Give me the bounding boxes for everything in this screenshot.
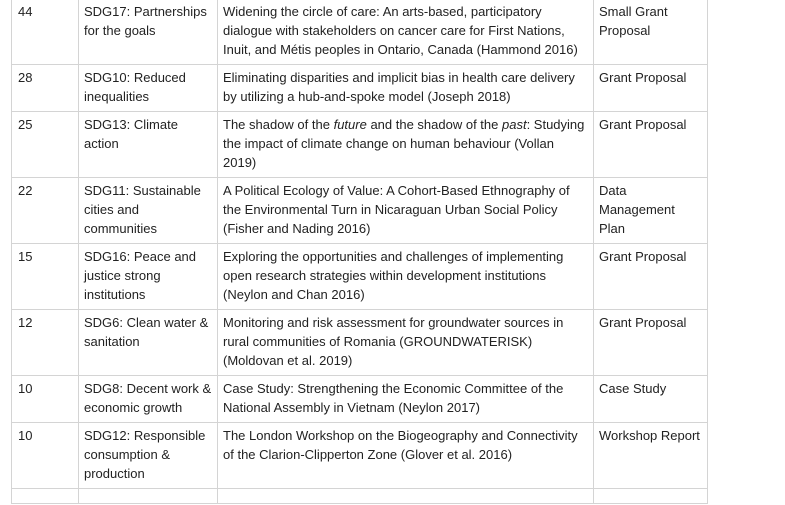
sdg-cell: SDG10: Reduced inequalities xyxy=(79,65,218,112)
project-text: The London Workshop on the Biogeography and Connectivity of the Clarion-Clipperton Zone (Glover et al. 2016) xyxy=(223,428,578,462)
project-text: Widening the circle of care: An arts-based, participatory dialogue with stakeholders on cancer care for First Nations, Inuit, and Métis peoples in Ontario, Canada (Hammond 2016) xyxy=(223,4,578,57)
table-row xyxy=(12,112,708,178)
type-cell: Workshop Report xyxy=(594,423,708,489)
type-cell: Grant Proposal xyxy=(594,65,708,112)
count-cell: 44 xyxy=(12,0,79,65)
project-emphasis: past xyxy=(501,117,527,132)
table-row-partial xyxy=(12,489,708,504)
count-cell: 10 xyxy=(12,376,79,423)
project-cell xyxy=(218,65,594,112)
type-cell: Grant Proposal xyxy=(594,112,708,178)
empty-cell xyxy=(12,489,79,504)
project-cell xyxy=(218,0,594,65)
table-row xyxy=(12,0,708,65)
project-cell xyxy=(218,423,594,489)
sdg-cell: SDG13: Climate action xyxy=(79,112,218,178)
type-cell: Grant Proposal xyxy=(594,310,708,376)
empty-cell xyxy=(79,489,218,504)
table-row xyxy=(12,65,708,112)
sdg-cell: SDG17: Partnerships for the goals xyxy=(79,0,218,65)
empty-cell xyxy=(218,489,594,504)
sdg-cell: SDG16: Peace and justice strong institutions xyxy=(79,244,218,310)
count-cell: 22 xyxy=(12,178,79,244)
sdg-table xyxy=(11,0,708,504)
project-text: Eliminating disparities and implicit bias in health care delivery by utilizing a hub-and-spoke model (Joseph 2018) xyxy=(223,70,575,104)
sdg-cell: SDG11: Sustainable cities and communities xyxy=(79,178,218,244)
project-cell xyxy=(218,112,594,178)
project-text: Case Study: Strengthening the Economic Committee of the National Assembly in Vietnam (Neylon 2017) xyxy=(223,381,564,415)
type-cell: Small Grant Proposal xyxy=(594,0,708,65)
sdg-cell: SDG8: Decent work & economic growth xyxy=(79,376,218,423)
empty-cell xyxy=(594,489,708,504)
type-cell: Data Management Plan xyxy=(594,178,708,244)
count-cell: 25 xyxy=(12,112,79,178)
table-row xyxy=(12,178,708,244)
project-cell xyxy=(218,178,594,244)
sdg-cell: SDG6: Clean water & sanitation xyxy=(79,310,218,376)
project-text: : Studying the impact of climate change on human behaviour (Vollan 2019) xyxy=(223,117,585,170)
table-row xyxy=(12,244,708,310)
table-row xyxy=(12,310,708,376)
project-cell xyxy=(218,310,594,376)
project-text: The shadow of the xyxy=(223,117,334,132)
count-cell: 12 xyxy=(12,310,79,376)
table-row xyxy=(12,423,708,489)
type-cell: Case Study xyxy=(594,376,708,423)
type-cell: Grant Proposal xyxy=(594,244,708,310)
count-cell: 15 xyxy=(12,244,79,310)
count-cell: 28 xyxy=(12,65,79,112)
project-text: Exploring the opportunities and challenges of implementing open research strategies within development institutions (Neylon and Chan 2016) xyxy=(223,249,564,302)
project-text: Monitoring and risk assessment for groundwater sources in rural communities of Romania (GROUNDWATERISK) (Moldovan et al. 2019) xyxy=(223,315,564,368)
table-row xyxy=(12,376,708,423)
project-text: A Political Ecology of Value: A Cohort-Based Ethnography of the Environmental Turn in Nicaraguan Urban Social Policy (Fisher and Nading 2016) xyxy=(223,183,570,236)
project-cell xyxy=(218,244,594,310)
project-text: and the shadow of the xyxy=(366,117,502,132)
sdg-cell: SDG12: Responsible consumption & production xyxy=(79,423,218,489)
project-emphasis: future xyxy=(333,117,367,132)
count-cell: 10 xyxy=(12,423,79,489)
project-cell xyxy=(218,376,594,423)
